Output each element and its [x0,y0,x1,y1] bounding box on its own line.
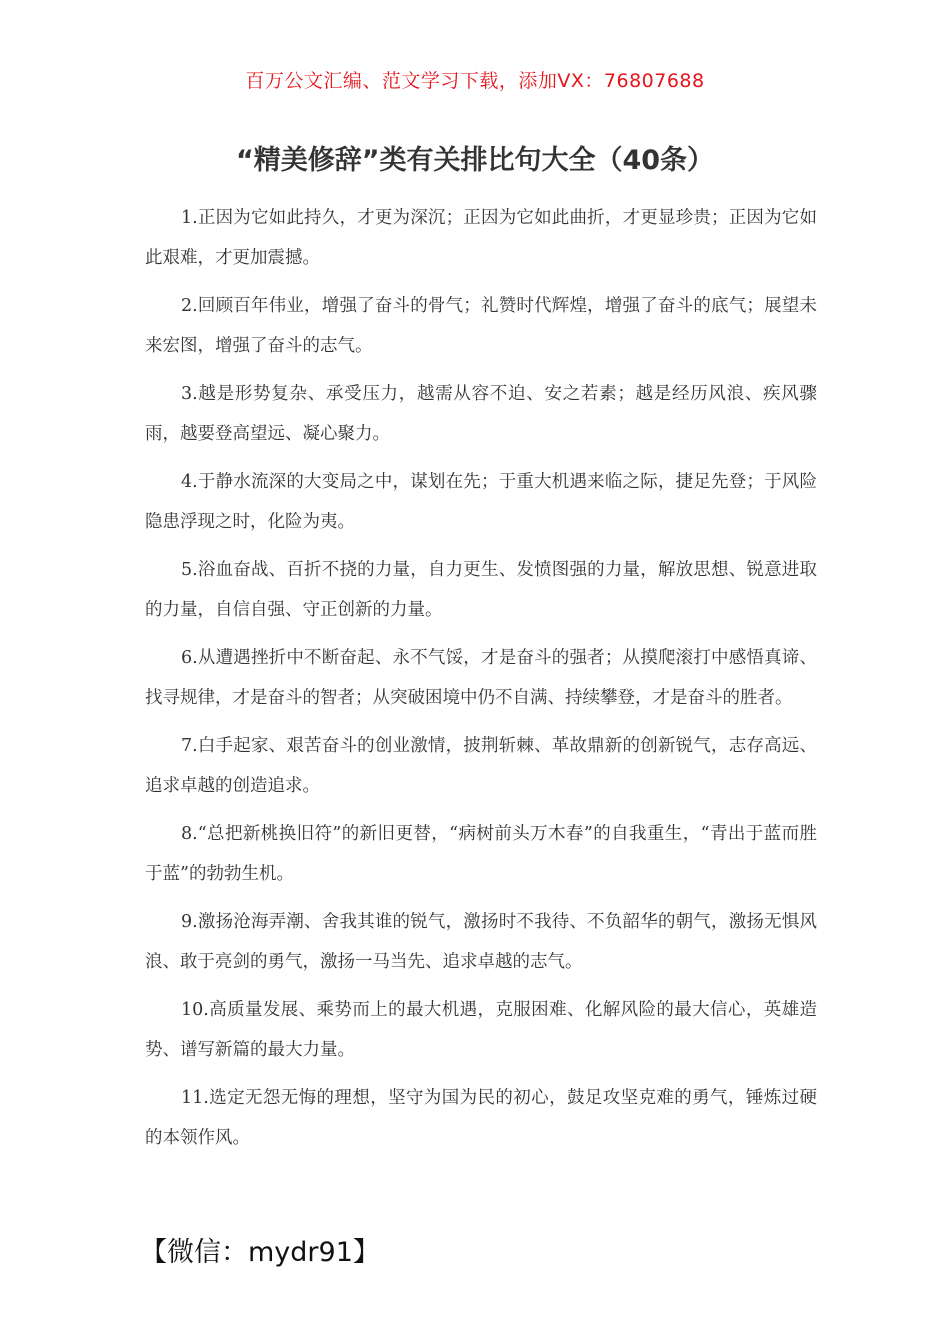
paragraph: 6.从遭遇挫折中不断奋起、永不气馁，才是奋斗的强者；从摸爬滚打中感悟真谛、找寻规律，才是奋斗的智者；从突破困境中仍不自满、持续攀登，才是奋斗的胜者。 [145,648,817,708]
document-body [145,198,817,1166]
paragraph: 4.于静水流深的大变局之中，谋划在先；于重大机遇来临之际，捷足先登；于风险隐患浮现之时，化险为夷。 [145,472,817,532]
footer-wechat-contact: 【微信：mydr91】 [140,1237,380,1268]
paragraph: 3.越是形势复杂、承受压力，越需从容不迫、安之若素；越是经历风浪、疾风骤雨，越要登高望远、凝心聚力。 [145,384,817,444]
paragraph: 11.选定无怨无悔的理想，坚守为国为民的初心，鼓足攻坚克难的勇气，锤炼过硬的本领作风。 [145,1088,817,1148]
paragraph: 9.激扬沧海弄潮、舍我其谁的锐气，激扬时不我待、不负韶华的朝气，激扬无惧风浪、敢于亮剑的勇气，激扬一马当先、追求卓越的志气。 [145,912,817,972]
paragraph: 5.浴血奋战、百折不挠的力量，自力更生、发愤图强的力量，解放思想、锐意进取的力量，自信自强、守正创新的力量。 [145,560,817,620]
paragraph: 1.正因为它如此持久，才更为深沉；正因为它如此曲折，才更显珍贵；正因为它如此艰难，才更加震撼。 [145,208,817,268]
header-note: 百万公文汇编、范文学习下载，添加VX：76807688 [245,70,705,92]
paragraph: 2.回顾百年伟业，增强了奋斗的骨气；礼赞时代辉煌，增强了奋斗的底气；展望未来宏图，增强了奋斗的志气。 [145,296,817,356]
paragraph: 10.高质量发展、乘势而上的最大机遇，克服困难、化解风险的最大信心，英雄造势、谱写新篇的最大力量。 [145,1000,817,1060]
document-title: “精美修辞”类有关排比句大全（40条） [235,145,715,176]
paragraph: 8.“总把新桃换旧符”的新旧更替，“病树前头万木春”的自我重生，“青出于蓝而胜于蓝”的勃勃生机。 [145,824,817,884]
paragraph: 7.白手起家、艰苦奋斗的创业激情，披荆斩棘、革故鼎新的创新锐气，志存高远、追求卓越的创造追求。 [145,736,817,796]
